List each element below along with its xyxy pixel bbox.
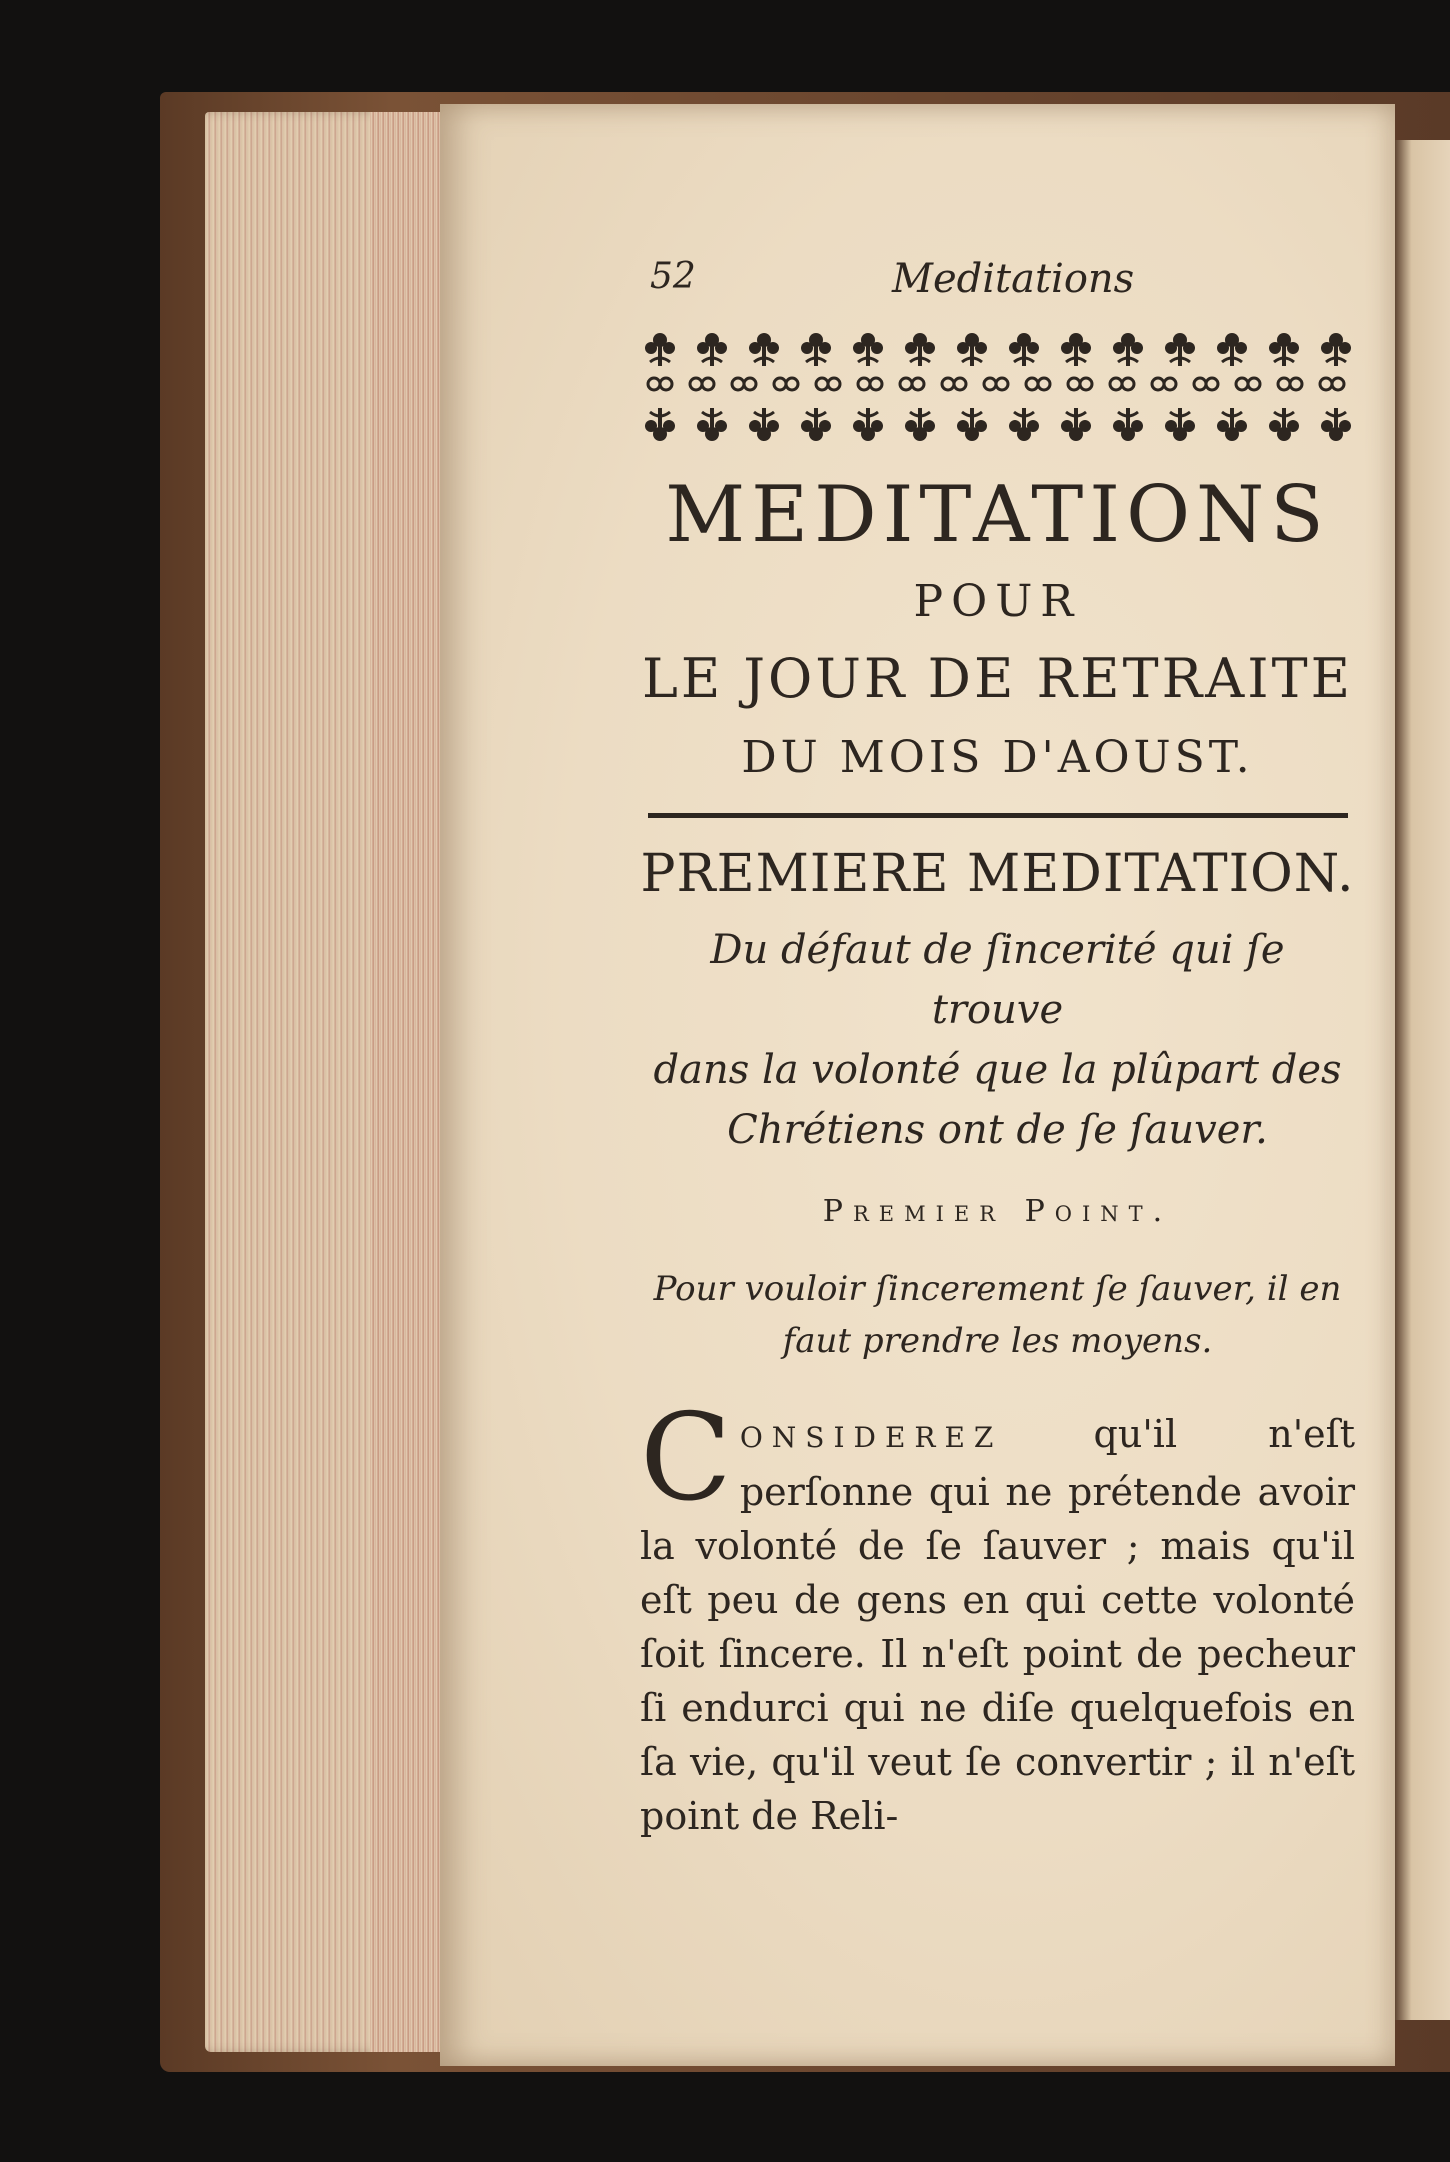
point-subtitle-line: faut prendre les moyens.	[782, 1321, 1213, 1361]
meditation-heading: PREMIERE MEDITATION.	[640, 844, 1355, 904]
title-line-2: DU MOIS D'AOUST.	[741, 732, 1254, 783]
meditation-subtitle	[640, 920, 1355, 1160]
title-line-1: LE JOUR DE RETRAITE	[641, 647, 1354, 710]
meditation-subtitle-line: Chrétiens ont de ſe ſauver.	[727, 1107, 1268, 1153]
running-title: Meditations	[892, 256, 1135, 302]
point-subtitle	[640, 1263, 1355, 1367]
facing-page-edge	[1395, 140, 1450, 2020]
page-edges-inner	[370, 112, 440, 2052]
ornamental-headpiece	[640, 322, 1355, 452]
point-subtitle-line: Pour vouloir ſincerement ſe ſauver, il en	[653, 1269, 1342, 1309]
meditation-subtitle-line: dans la volonté que la plûpart des	[653, 1047, 1342, 1093]
running-head	[640, 250, 1355, 310]
divider-rule	[648, 813, 1348, 818]
meditation-subtitle-line: Du défaut de ſincerité qui ſe trouve	[710, 927, 1285, 1033]
body-paragraph	[640, 1389, 1355, 1843]
title-main: MEDITATIONS	[665, 470, 1330, 560]
lead-caps: ONSIDEREZ	[739, 1421, 1003, 1454]
point-heading: Premier Point.	[822, 1194, 1173, 1229]
title-pour: POUR	[913, 576, 1082, 627]
page-content	[640, 250, 1355, 1843]
page-number: 52	[650, 256, 696, 297]
body-text: qu'il n'eſt perſonne qui ne prétende avoir la volonté de ſe ſauver ; mais qu'il eſt peu de gens en qui cette volonté ſoit ſincere. Il n'eſt point de pecheur ſi endurci qui ne diſe quelquefois en ſa vie, qu'il veut ſe convertir ; il n'eſt point de Reli-	[640, 1412, 1355, 1838]
drop-cap: C	[640, 1389, 732, 1528]
